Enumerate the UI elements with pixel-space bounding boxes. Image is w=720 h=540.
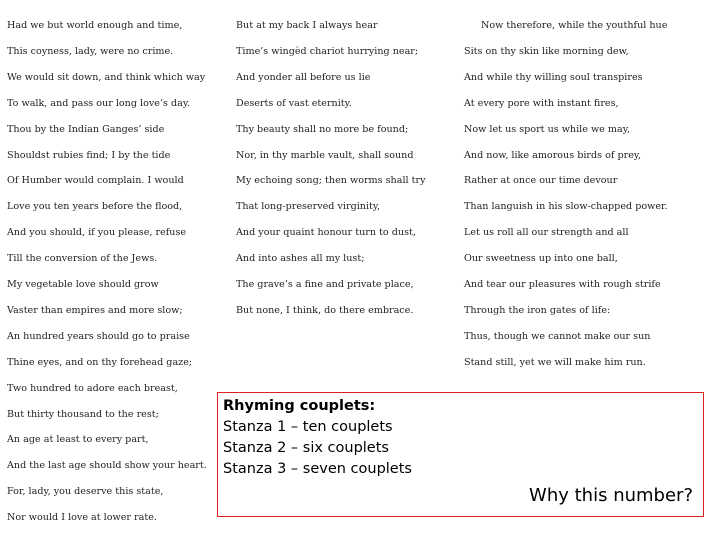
poem-line: Sits on thy skin like morning dew,: [464, 45, 629, 57]
poem-line: My vegetable love should grow: [7, 279, 159, 290]
poem-line: And tear our pleasures with rough strife: [464, 279, 661, 290]
poem-line: Now therefore, while the youthful hue: [481, 20, 668, 31]
callout-line-stanza-1: Stanza 1 – ten couplets: [223, 419, 393, 435]
poem-line: But at my back I always hear: [236, 20, 378, 31]
poem-line: The grave’s a fine and private place,: [236, 279, 414, 290]
poem-line: And into ashes all my lust;: [236, 253, 365, 265]
poem-line: But none, I think, do there embrace.: [236, 304, 414, 316]
poem-line: My echoing song; then worms shall try: [236, 175, 426, 187]
callout-line-stanza-2: Stanza 2 – six couplets: [223, 440, 389, 456]
poem-line: Had we but world enough and time,: [7, 20, 183, 31]
poem-line: Thus, though we cannot make our sun: [464, 330, 651, 342]
poem-line: To walk, and pass our long love’s day.: [7, 97, 191, 109]
poem-line: Stand still, yet we will make him run.: [464, 356, 646, 368]
poem-line: Shouldst rubies find; I by the tide: [7, 149, 171, 161]
poem-line: Nor would I love at lower rate.: [7, 512, 157, 524]
poem-line: And the last age should show your heart.: [7, 460, 207, 472]
poem-line: And now, like amorous birds of prey,: [464, 149, 642, 161]
poem-line: Of Humber would complain. I would: [7, 175, 184, 187]
poem-line: Two hundred to adore each breast,: [7, 382, 178, 394]
poem-line: This coyness, lady, were no crime.: [7, 45, 174, 57]
poem-line: An age at least to every part,: [7, 434, 149, 446]
poem-line: For, lady, you deserve this state,: [7, 486, 164, 498]
poem-line: Nor, in thy marble vault, shall sound: [236, 149, 414, 161]
poem-line: Our sweetness up into one ball,: [464, 253, 618, 265]
poem-line: Rather at once our time devour: [464, 175, 618, 187]
poem-line: And you should, if you please, refuse: [7, 227, 187, 239]
poem-line: That long-preserved virginity,: [236, 201, 381, 213]
callout-line-stanza-3: Stanza 3 – seven couplets: [223, 461, 412, 477]
poem-line: Now let us sport us while we may,: [464, 123, 630, 135]
poem-line: Let us roll all our strength and all: [464, 227, 629, 239]
callout-question: Why this number?: [529, 485, 693, 506]
poem-line: Till the conversion of the Jews.: [7, 253, 158, 265]
rhyming-couplets-callout: [217, 392, 704, 517]
poem-line: Vaster than empires and more slow;: [7, 304, 183, 316]
callout-title: Rhyming couplets:: [223, 398, 376, 414]
poem-line: Through the iron gates of life:: [464, 304, 611, 316]
poem-line: We would sit down, and think which way: [7, 71, 206, 83]
poem-line: Thy beauty shall no more be found;: [236, 123, 409, 135]
poem-line: Love you ten years before the flood,: [7, 201, 183, 213]
poem-line: Thou by the Indian Ganges’ side: [7, 123, 165, 135]
poem-line: An hundred years should go to praise: [7, 330, 190, 342]
poem-line: Than languish in his slow-chapped power.: [464, 201, 668, 213]
poem-line: Deserts of vast eternity.: [236, 97, 352, 109]
poem-line: Thine eyes, and on thy forehead gaze;: [7, 356, 193, 368]
poem-line: And while thy willing soul transpires: [464, 71, 643, 83]
poem-line: And yonder all before us lie: [236, 71, 371, 83]
poem-line: Time’s wingèd chariot hurrying near;: [236, 45, 419, 57]
poem-line: At every pore with instant fires,: [464, 97, 619, 109]
poem-line: But thirty thousand to the rest;: [7, 408, 159, 420]
poem-line: And your quaint honour turn to dust,: [236, 227, 416, 239]
